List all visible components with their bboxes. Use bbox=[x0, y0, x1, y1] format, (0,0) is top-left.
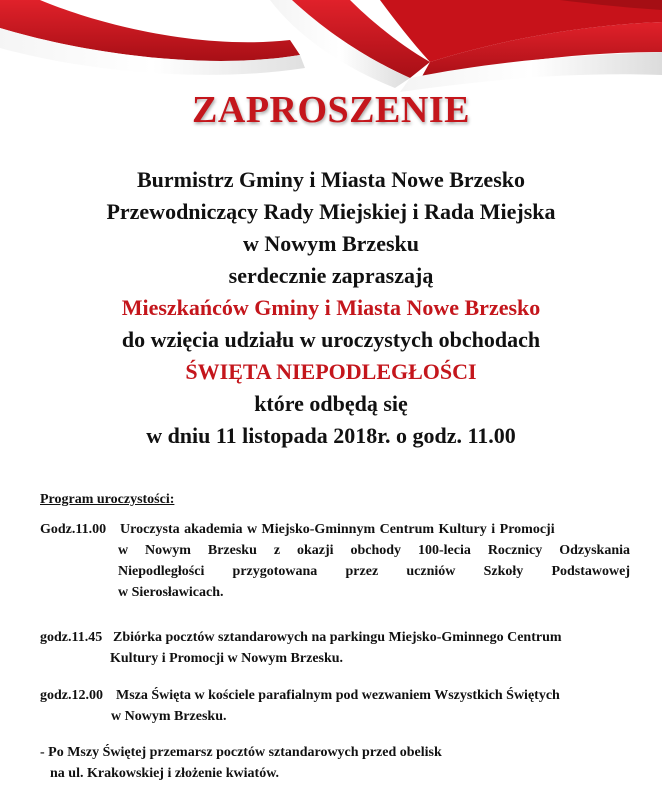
program-item-line: w Sierosławicach. bbox=[118, 585, 224, 600]
flag-ribbon-decoration bbox=[0, 0, 662, 95]
invitation-line-invite: serdecznie zapraszają bbox=[228, 263, 434, 288]
invitation-line-council: Przewodniczący Rady Miejskiej i Rada Miejska bbox=[106, 199, 556, 224]
program-item-line: Msza Święta w kościele parafialnym pod wezwaniem Wszystkich Świętych bbox=[116, 688, 560, 703]
program-item-time: Godz.11.00 bbox=[40, 522, 107, 537]
invitation-line-participation: do wzięcia udziału w uroczystych obchodach bbox=[121, 327, 541, 352]
invitation-line-mayor: Burmistrz Gminy i Miasta Nowe Brzesko bbox=[137, 167, 525, 192]
program-section bbox=[40, 492, 630, 781]
program-closing-line: - Po Mszy Świętej przemarsz pocztów sztandarowych przed obelisk bbox=[40, 745, 442, 760]
invitation-line-which: które odbędą się bbox=[254, 391, 408, 416]
program-heading: Program uroczystości: bbox=[40, 492, 175, 507]
program-item bbox=[40, 685, 630, 727]
program-item bbox=[40, 627, 630, 669]
program-item-line: Kultury i Promocji w Nowym Brzesku. bbox=[110, 651, 344, 666]
invitation-block bbox=[0, 164, 662, 452]
program-closing bbox=[40, 742, 630, 784]
program-item-line: Zbiórka pocztów sztandarowych na parkingu Miejsko-Gminnego Centrum bbox=[113, 630, 562, 645]
invitation-line-holiday: ŚWIĘTA NIEPODLEGŁOŚCI bbox=[185, 359, 477, 384]
program-item bbox=[40, 519, 630, 603]
invitation-line-residents: Mieszkańców Gminy i Miasta Nowe Brzesko bbox=[121, 295, 541, 320]
page-title: ZAPROSZENIE bbox=[192, 89, 470, 131]
invitation-line-place: w Nowym Brzesku bbox=[243, 231, 419, 256]
program-item-line: Niepodległości przygotowana przez uczniów Szkoły Podstawowej bbox=[118, 564, 630, 579]
invitation-line-date: w dniu 11 listopada 2018r. o godz. 11.00 bbox=[146, 423, 516, 448]
program-item-line: w Nowym Brzesku z okazji obchody 100-lecia Rocznicy Odzyskania bbox=[118, 543, 630, 558]
program-closing-line: na ul. Krakowskiej i złożenie kwiatów. bbox=[50, 766, 280, 781]
program-item-line: w Nowym Brzesku. bbox=[111, 709, 227, 724]
program-item-line: Uroczysta akademia w Miejsko-Gminnym Centrum Kultury i Promocji bbox=[120, 522, 555, 537]
program-item-time: godz.11.45 bbox=[40, 630, 103, 645]
program-item-time: godz.12.00 bbox=[40, 688, 103, 703]
